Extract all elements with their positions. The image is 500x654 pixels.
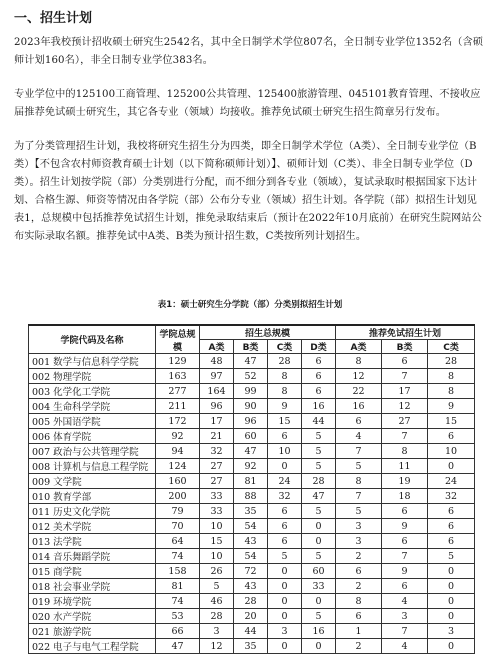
total-cell: 64 — [156, 534, 200, 549]
exempt-a-cell: 22 — [336, 384, 382, 399]
table-row — [29, 474, 475, 489]
c-cell: 0 — [268, 609, 302, 624]
table-row — [29, 489, 475, 504]
total-cell: 47 — [156, 639, 200, 654]
table-row — [29, 564, 475, 579]
exempt-a-cell: 3 — [336, 519, 382, 534]
exempt-c-cell: 0 — [428, 639, 475, 654]
exempt-c-cell: 32 — [428, 489, 475, 504]
table-row — [29, 624, 475, 639]
exempt-c-cell: 0 — [428, 564, 475, 579]
exempt-b-cell: 3 — [382, 609, 428, 624]
table-row — [29, 459, 475, 474]
c-cell: 8 — [268, 369, 302, 384]
exempt-a-cell: 7 — [336, 489, 382, 504]
total-cell: 200 — [156, 489, 200, 504]
exempt-c-cell: 6 — [428, 429, 475, 444]
table-caption: 表1：硕士研究生分学院（部）分类别拟招生计划 — [157, 300, 343, 310]
table-row — [29, 639, 475, 654]
exempt-c-cell: 28 — [428, 354, 475, 369]
total-cell: 66 — [156, 624, 200, 639]
b-cell: 35 — [234, 504, 268, 519]
b-cell: 96 — [234, 414, 268, 429]
school-name-cell: 021 旅游学院 — [29, 624, 156, 639]
c-cell: 0 — [268, 459, 302, 474]
c-cell: 9 — [268, 399, 302, 414]
c-cell: 6 — [268, 519, 302, 534]
d-cell: 16 — [302, 399, 336, 414]
header-group-exempt: 推荐免试招生计划 — [336, 325, 475, 340]
exempt-c-cell: 6 — [428, 504, 475, 519]
exempt-a-cell: 8 — [336, 474, 382, 489]
header-exempt-c: C类 — [428, 340, 475, 354]
b-cell: 28 — [234, 594, 268, 609]
a-cell: 27 — [200, 459, 234, 474]
c-cell: 6 — [268, 504, 302, 519]
table-row — [29, 579, 475, 594]
d-cell: 5 — [302, 459, 336, 474]
exempt-c-cell: 0 — [428, 459, 475, 474]
b-cell: 52 — [234, 369, 268, 384]
total-cell: 92 — [156, 429, 200, 444]
b-cell: 47 — [234, 354, 268, 369]
a-cell: 5 — [200, 579, 234, 594]
table-row — [29, 504, 475, 519]
total-cell: 124 — [156, 459, 200, 474]
exempt-a-cell: 5 — [336, 459, 382, 474]
total-cell: 129 — [156, 354, 200, 369]
exempt-c-cell: 5 — [428, 549, 475, 564]
b-cell: 92 — [234, 459, 268, 474]
school-name-cell: 015 商学院 — [29, 564, 156, 579]
a-cell: 96 — [200, 399, 234, 414]
exempt-b-cell: 4 — [382, 639, 428, 654]
d-cell: 6 — [302, 369, 336, 384]
school-name-cell: 001 数学与信息科学学院 — [29, 354, 156, 369]
exempt-a-cell: 12 — [336, 369, 382, 384]
exempt-a-cell: 1 — [336, 624, 382, 639]
total-cell: 163 — [156, 369, 200, 384]
d-cell: 0 — [302, 534, 336, 549]
table-row — [29, 609, 475, 624]
exempt-c-cell: 10 — [428, 444, 475, 459]
exempt-b-cell: 18 — [382, 489, 428, 504]
b-cell: 54 — [234, 549, 268, 564]
d-cell: 28 — [302, 474, 336, 489]
b-cell: 90 — [234, 399, 268, 414]
exempt-c-cell: 0 — [428, 594, 475, 609]
c-cell: 32 — [268, 489, 302, 504]
c-cell: 15 — [268, 414, 302, 429]
exempt-a-cell: 2 — [336, 639, 382, 654]
c-cell: 3 — [268, 624, 302, 639]
exempt-c-cell: 0 — [428, 579, 475, 594]
header-total: 学院总规模 — [156, 325, 200, 354]
total-cell: 53 — [156, 609, 200, 624]
exempt-b-cell: 8 — [382, 444, 428, 459]
exempt-a-cell: 4 — [336, 429, 382, 444]
exempt-a-cell: 8 — [336, 594, 382, 609]
d-cell: 6 — [302, 354, 336, 369]
total-cell: 74 — [156, 594, 200, 609]
d-cell: 5 — [302, 444, 336, 459]
a-cell: 17 — [200, 414, 234, 429]
table-row — [29, 549, 475, 564]
exempt-a-cell: 2 — [336, 579, 382, 594]
section-heading: 一、招生计划 — [14, 11, 93, 26]
a-cell: 26 — [200, 564, 234, 579]
exempt-b-cell: 19 — [382, 474, 428, 489]
exempt-b-cell: 6 — [382, 534, 428, 549]
exempt-b-cell: 9 — [382, 564, 428, 579]
paragraph-enrollment-summary: 2023年我校预计招收硕士研究生2542名，其中全日制学术学位807名，全日制专业学位1352名（含硕师计划160名），非全日制专业学位383名。 — [14, 37, 484, 66]
table-row — [29, 594, 475, 609]
school-name-cell: 012 美术学院 — [29, 519, 156, 534]
exempt-b-cell: 7 — [382, 549, 428, 564]
b-cell: 60 — [234, 429, 268, 444]
exempt-a-cell: 6 — [336, 609, 382, 624]
header-a: A类 — [200, 340, 234, 354]
exempt-a-cell: 6 — [336, 564, 382, 579]
school-name-cell: 022 电子与电气工程学院 — [29, 639, 156, 654]
d-cell: 5 — [302, 609, 336, 624]
school-name-cell: 004 生命科学学院 — [29, 399, 156, 414]
exempt-a-cell: 16 — [336, 399, 382, 414]
school-name-cell: 005 外国语学院 — [29, 414, 156, 429]
d-cell: 5 — [302, 549, 336, 564]
table-body — [29, 354, 475, 654]
d-cell: 6 — [302, 384, 336, 399]
c-cell: 24 — [268, 474, 302, 489]
exempt-c-cell: 3 — [428, 624, 475, 639]
header-b: B类 — [234, 340, 268, 354]
school-name-cell: 020 水产学院 — [29, 609, 156, 624]
exempt-a-cell: 3 — [336, 534, 382, 549]
total-cell: 160 — [156, 474, 200, 489]
d-cell: 33 — [302, 579, 336, 594]
exempt-b-cell: 17 — [382, 384, 428, 399]
school-name-cell: 011 历史文化学院 — [29, 504, 156, 519]
exempt-c-cell: 24 — [428, 474, 475, 489]
exempt-a-cell: 2 — [336, 549, 382, 564]
exempt-b-cell: 12 — [382, 399, 428, 414]
school-name-cell: 010 教育学部 — [29, 489, 156, 504]
paragraph-plan-categories: 为了分类管理招生计划，我校将研究生招生分为四类，即全日制学术学位（A类）、全日制专业学位（B类）【不包含农村师资教育硕士计划（以下简称硕师计划）】、硕师计划（C类）、非全日制专业学位（D类）。招生计划按学院（部）分类别进行分配，而不细分到各专业（领域），复试录取时根据国家下达计划、合格生源、师资等情况由各学院（部）公布分专业（领域）招生计划。各学院（部）拟招生计划见表1，总规模中包括推荐免试招生计划，推免录取结束后（预计在2022年10月底前）在研究生院网站公布实际录取名额。推荐免试中A类、B类为预计招生数，C类按所列计划招生。 — [14, 141, 482, 242]
school-name-cell: 003 化学化工学院 — [29, 384, 156, 399]
c-cell: 0 — [268, 564, 302, 579]
a-cell: 21 — [200, 429, 234, 444]
a-cell: 33 — [200, 489, 234, 504]
header-c: C类 — [268, 340, 302, 354]
d-cell: 44 — [302, 414, 336, 429]
table-row — [29, 444, 475, 459]
header-code-name: 学院代码及名称 — [29, 325, 156, 354]
exempt-c-cell: 8 — [428, 369, 475, 384]
b-cell: 44 — [234, 624, 268, 639]
exempt-b-cell: 7 — [382, 429, 428, 444]
table-row — [29, 354, 475, 369]
school-name-cell: 014 音乐舞蹈学院 — [29, 549, 156, 564]
table-row — [29, 414, 475, 429]
header-d: D类 — [302, 340, 336, 354]
a-cell: 46 — [200, 594, 234, 609]
total-cell: 70 — [156, 519, 200, 534]
school-name-cell: 007 政治与公共管理学院 — [29, 444, 156, 459]
paragraph-professional-degree: 专业学位中的125100工商管理、125200公共管理、125400旅游管理、045101教育管理、不接收应届推荐免试硕士研究生，其它各专业（领域）均接收。推荐免试硕士研究生招生简章另行发布。 — [14, 89, 481, 118]
exempt-c-cell: 6 — [428, 519, 475, 534]
exempt-b-cell: 27 — [382, 414, 428, 429]
school-name-cell: 013 法学院 — [29, 534, 156, 549]
a-cell: 33 — [200, 504, 234, 519]
exempt-c-cell: 8 — [428, 384, 475, 399]
b-cell: 43 — [234, 534, 268, 549]
c-cell: 5 — [268, 549, 302, 564]
exempt-b-cell: 7 — [382, 369, 428, 384]
school-name-cell: 008 计算机与信息工程学院 — [29, 459, 156, 474]
table-row — [29, 519, 475, 534]
exempt-a-cell: 7 — [336, 444, 382, 459]
b-cell: 47 — [234, 444, 268, 459]
exempt-c-cell: 0 — [428, 609, 475, 624]
c-cell: 28 — [268, 354, 302, 369]
table-row — [29, 399, 475, 414]
c-cell: 8 — [268, 384, 302, 399]
exempt-b-cell: 6 — [382, 504, 428, 519]
b-cell: 43 — [234, 579, 268, 594]
exempt-b-cell: 4 — [382, 594, 428, 609]
total-cell: 81 — [156, 579, 200, 594]
header-exempt-b: B类 — [382, 340, 428, 354]
header-exempt-a: A类 — [336, 340, 382, 354]
a-cell: 27 — [200, 474, 234, 489]
a-cell: 15 — [200, 534, 234, 549]
b-cell: 81 — [234, 474, 268, 489]
d-cell: 5 — [302, 429, 336, 444]
exempt-c-cell: 9 — [428, 399, 475, 414]
exempt-b-cell: 9 — [382, 519, 428, 534]
exempt-b-cell: 6 — [382, 354, 428, 369]
exempt-b-cell: 11 — [382, 459, 428, 474]
a-cell: 32 — [200, 444, 234, 459]
d-cell: 0 — [302, 639, 336, 654]
c-cell: 10 — [268, 444, 302, 459]
a-cell: 10 — [200, 519, 234, 534]
b-cell: 20 — [234, 609, 268, 624]
d-cell: 0 — [302, 519, 336, 534]
table-row — [29, 429, 475, 444]
c-cell: 6 — [268, 534, 302, 549]
exempt-b-cell: 6 — [382, 579, 428, 594]
table-row — [29, 369, 475, 384]
exempt-c-cell: 15 — [428, 414, 475, 429]
a-cell: 28 — [200, 609, 234, 624]
b-cell: 35 — [234, 639, 268, 654]
c-cell: 0 — [268, 639, 302, 654]
b-cell: 54 — [234, 519, 268, 534]
school-name-cell: 018 社会事业学院 — [29, 579, 156, 594]
school-name-cell: 002 物理学院 — [29, 369, 156, 384]
total-cell: 211 — [156, 399, 200, 414]
exempt-a-cell: 6 — [336, 414, 382, 429]
school-name-cell: 009 文学院 — [29, 474, 156, 489]
exempt-b-cell: 7 — [382, 624, 428, 639]
a-cell: 12 — [200, 639, 234, 654]
d-cell: 0 — [302, 594, 336, 609]
c-cell: 6 — [268, 429, 302, 444]
a-cell: 97 — [200, 369, 234, 384]
total-cell: 94 — [156, 444, 200, 459]
a-cell: 164 — [200, 384, 234, 399]
d-cell: 16 — [302, 624, 336, 639]
total-cell: 277 — [156, 384, 200, 399]
total-cell: 79 — [156, 504, 200, 519]
exempt-c-cell: 6 — [428, 534, 475, 549]
school-name-cell: 019 环境学院 — [29, 594, 156, 609]
total-cell: 74 — [156, 549, 200, 564]
a-cell: 48 — [200, 354, 234, 369]
d-cell: 60 — [302, 564, 336, 579]
d-cell: 47 — [302, 489, 336, 504]
table-row — [29, 384, 475, 399]
exempt-a-cell: 8 — [336, 354, 382, 369]
total-cell: 172 — [156, 414, 200, 429]
exempt-a-cell: 5 — [336, 504, 382, 519]
a-cell: 10 — [200, 549, 234, 564]
b-cell: 99 — [234, 384, 268, 399]
c-cell: 0 — [268, 594, 302, 609]
enrollment-plan-table — [28, 324, 475, 654]
d-cell: 5 — [302, 504, 336, 519]
header-group-total: 招生总规模 — [200, 325, 336, 340]
b-cell: 72 — [234, 564, 268, 579]
b-cell: 88 — [234, 489, 268, 504]
table-row — [29, 534, 475, 549]
c-cell: 0 — [268, 579, 302, 594]
a-cell: 3 — [200, 624, 234, 639]
school-name-cell: 006 体育学院 — [29, 429, 156, 444]
total-cell: 158 — [156, 564, 200, 579]
